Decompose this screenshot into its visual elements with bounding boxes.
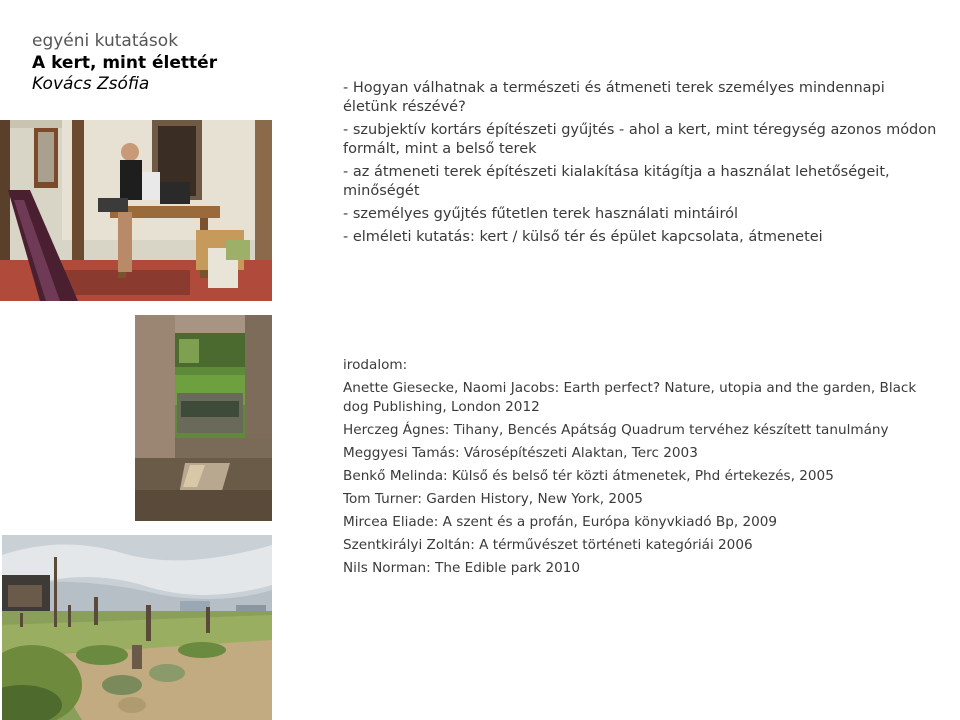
photo-concrete-window [135, 315, 272, 521]
reference-item: Nils Norman: The Edible park 2010 [343, 560, 581, 576]
list-item: - személyes gyűjtés fűtetlen terek használati mintáiról [343, 206, 738, 222]
photo-porch-worker [0, 120, 272, 301]
references-heading: irodalom: [343, 357, 408, 373]
reference-item: Herczeg Ágnes: Tihany, Bencés Apátság Quadrum tervéhez készített tanulmány [343, 422, 889, 438]
photo-coastal-garden [2, 535, 272, 720]
reference-item: Meggyesi Tamás: Városépítészeti Alaktan, Terc 2003 [343, 445, 698, 461]
reference-item: Benkő Melinda: Külső és belső tér közti átmenetek, Phd értekezés, 2005 [343, 468, 834, 484]
reference-item: Mircea Eliade: A szent és a profán, Európa könyvkiadó Bp, 2009 [343, 514, 778, 530]
reference-item: Tom Turner: Garden History, New York, 2005 [343, 491, 643, 507]
references [343, 356, 943, 582]
page-title: A kert, mint élettér [32, 52, 218, 73]
reference-item: Szentkirályi Zoltán: A térművészet történeti kategóriái 2006 [343, 537, 753, 553]
header-kicker: egyéni kutatások [32, 31, 179, 51]
list-item: - Hogyan válhatnak a természeti és átmeneti terek személyes mindennapi életünk részévé? [343, 80, 885, 115]
list-item: - szubjektív kortárs építészeti gyűjtés - ahol a kert, mint téregység azonos módon formált, mint a belső terek [343, 122, 937, 157]
header [32, 31, 217, 96]
research-points [343, 79, 943, 251]
list-item: - elméleti kutatás: kert / külső tér és épület kapcsolata, átmenetei [343, 229, 823, 245]
author-name: Kovács Zsófia [32, 74, 150, 94]
list-item: - az átmeneti terek építészeti kialakítása kitágítja a használat lehetőségeit, minőségét [343, 164, 890, 199]
reference-item: Anette Giesecke, Naomi Jacobs: Earth perfect? Nature, utopia and the garden, Black dog Publishing, London 2012 [343, 380, 917, 415]
